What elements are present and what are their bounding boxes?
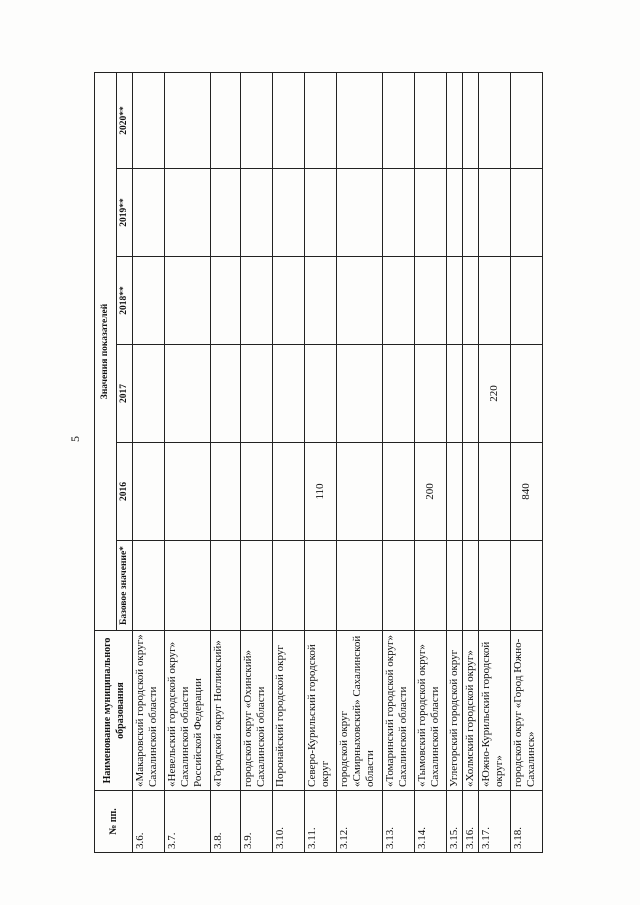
cell-y2018 (383, 257, 415, 345)
cell-base (305, 541, 337, 631)
cell-num: 3.17. (479, 791, 511, 853)
cell-y2019 (165, 169, 211, 257)
cell-y2016 (383, 443, 415, 541)
cell-y2016 (273, 443, 305, 541)
cell-y2020 (241, 72, 273, 168)
cell-name: «Холмский городской округ» (463, 631, 479, 791)
table-row (511, 72, 543, 852)
cell-y2016: 110 (305, 443, 337, 541)
cell-y2020 (415, 72, 447, 168)
cell-base (273, 541, 305, 631)
cell-y2017 (511, 345, 543, 443)
cell-base (479, 541, 511, 631)
cell-y2020 (165, 72, 211, 168)
cell-base (383, 541, 415, 631)
cell-base (211, 541, 241, 631)
cell-y2020 (511, 72, 543, 168)
cell-base (511, 541, 543, 631)
cell-y2019 (133, 169, 165, 257)
table-row (463, 72, 479, 852)
cell-y2017 (337, 345, 383, 443)
cell-num: 3.7. (165, 791, 211, 853)
cell-y2017 (273, 345, 305, 443)
table-body (133, 72, 543, 852)
cell-base (337, 541, 383, 631)
table-row (383, 72, 415, 852)
cell-y2020 (211, 72, 241, 168)
cell-name: «Городской округ Ногликский» (211, 631, 241, 791)
cell-name: «Невельский городской округ» Сахалинской области Российской Федерации (165, 631, 211, 791)
cell-y2019 (305, 169, 337, 257)
cell-num: 3.9. (241, 791, 273, 853)
cell-base (165, 541, 211, 631)
cell-y2016 (337, 443, 383, 541)
table-row (415, 72, 447, 852)
cell-name: «Тымовский городской округ» Сахалинской области (415, 631, 447, 791)
cell-y2018 (415, 257, 447, 345)
cell-y2020 (479, 72, 511, 168)
cell-y2016 (447, 443, 463, 541)
table-rotated-wrapper (94, 73, 540, 853)
table-row (447, 72, 463, 852)
header-num: № пп. (95, 791, 133, 853)
header-2020: 2020** (117, 72, 133, 168)
cell-y2016 (241, 443, 273, 541)
cell-name: Северо-Курильский городской округ (305, 631, 337, 791)
cell-y2017 (241, 345, 273, 443)
cell-y2020 (447, 72, 463, 168)
cell-y2016 (479, 443, 511, 541)
cell-base (447, 541, 463, 631)
cell-y2018 (511, 257, 543, 345)
cell-y2017 (415, 345, 447, 443)
cell-y2018 (479, 257, 511, 345)
header-2018: 2018** (117, 257, 133, 345)
header-2019: 2019** (117, 169, 133, 257)
cell-y2016 (165, 443, 211, 541)
cell-y2017 (165, 345, 211, 443)
cell-y2019 (241, 169, 273, 257)
indicators-table (94, 72, 543, 853)
cell-y2018 (447, 257, 463, 345)
cell-y2019 (211, 169, 241, 257)
cell-num: 3.6. (133, 791, 165, 853)
cell-y2017 (447, 345, 463, 443)
cell-base (463, 541, 479, 631)
cell-name: городской округ «Охинский» Сахалинской области (241, 631, 273, 791)
header-name: Наименование муниципального образования (95, 631, 133, 791)
cell-num: 3.15. (447, 791, 463, 853)
cell-y2018 (241, 257, 273, 345)
cell-y2019 (415, 169, 447, 257)
cell-y2020 (305, 72, 337, 168)
cell-y2018 (165, 257, 211, 345)
cell-y2018 (133, 257, 165, 345)
header-2017: 2017 (117, 345, 133, 443)
cell-base (133, 541, 165, 631)
cell-base (415, 541, 447, 631)
cell-y2019 (463, 169, 479, 257)
cell-num: 3.14. (415, 791, 447, 853)
cell-y2019 (273, 169, 305, 257)
cell-name: городской округ «Смирныховский» Сахалинской области (337, 631, 383, 791)
cell-name: «Макаровский городской округ» Сахалинской области (133, 631, 165, 791)
cell-name: Углегорский городской округ (447, 631, 463, 791)
cell-y2018 (337, 257, 383, 345)
page-number: 5 (68, 436, 82, 442)
cell-num: 3.18. (511, 791, 543, 853)
cell-y2016: 200 (415, 443, 447, 541)
cell-name: «Томаринский городской округ» Сахалинской области (383, 631, 415, 791)
cell-y2019 (479, 169, 511, 257)
cell-y2019 (447, 169, 463, 257)
cell-y2020 (133, 72, 165, 168)
cell-y2018 (273, 257, 305, 345)
table-row (133, 72, 165, 852)
cell-y2016: 840 (511, 443, 543, 541)
cell-y2018 (211, 257, 241, 345)
cell-y2020 (337, 72, 383, 168)
cell-name: Поронайский городской округ (273, 631, 305, 791)
cell-name: городской округ «Город Южно-Сахалинск» (511, 631, 543, 791)
header-base: Базовое значение* (117, 541, 133, 631)
cell-y2017: 220 (479, 345, 511, 443)
cell-y2018 (305, 257, 337, 345)
cell-num: 3.16. (463, 791, 479, 853)
table-row (241, 72, 273, 852)
cell-y2017 (383, 345, 415, 443)
table-row (165, 72, 211, 852)
cell-y2020 (383, 72, 415, 168)
cell-num: 3.8. (211, 791, 241, 853)
header-values-group: Значения показателей (95, 72, 117, 630)
cell-num: 3.10. (273, 791, 305, 853)
cell-y2019 (337, 169, 383, 257)
cell-y2017 (463, 345, 479, 443)
cell-name: «Южно-Курильский городской округ» (479, 631, 511, 791)
cell-y2016 (133, 443, 165, 541)
cell-y2017 (133, 345, 165, 443)
table-row (305, 72, 337, 852)
table-row (211, 72, 241, 852)
cell-y2020 (273, 72, 305, 168)
cell-base (241, 541, 273, 631)
cell-num: 3.13. (383, 791, 415, 853)
cell-y2016 (211, 443, 241, 541)
cell-y2017 (211, 345, 241, 443)
cell-y2019 (383, 169, 415, 257)
cell-num: 3.12. (337, 791, 383, 853)
table-row (273, 72, 305, 852)
cell-y2016 (463, 443, 479, 541)
table-row (479, 72, 511, 852)
cell-y2019 (511, 169, 543, 257)
cell-y2017 (305, 345, 337, 443)
cell-y2018 (463, 257, 479, 345)
table-row (337, 72, 383, 852)
cell-y2020 (463, 72, 479, 168)
header-2016: 2016 (117, 443, 133, 541)
cell-num: 3.11. (305, 791, 337, 853)
